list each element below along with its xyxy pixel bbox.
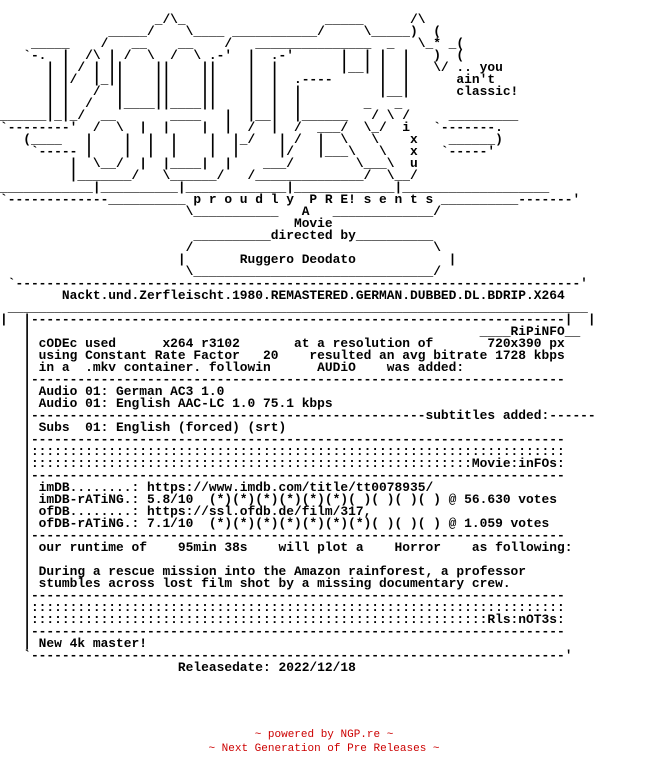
nfo-line: |--------------------------------------------------------------------- [0,588,565,603]
nfo-line: _____ / __ __ / _______________ _ \_* _( [0,36,465,51]
nfo-line: ___________________________________________________________________________ [0,300,588,315]
nfo-line: | ____RiPiNFO__ [0,324,581,339]
nfo-line: | using Constant Rate Factor 20 resulted an avg bitrate 1728 kbps [0,348,565,363]
nfo-line: | ofDB........: https://ssl.ofdb.de/film/317, [0,504,372,519]
nfo-line: | |/ |_|| || || | | .---- | | ain't [0,72,496,87]
nfo-line: (____ | | | | | |_/ | / | \ \ x ______) [0,132,503,147]
nfo-line: | | / | || || | | | |__| classic! [0,84,519,99]
footer-powered-by[interactable]: ~ powered by NGP.re ~ [254,729,394,741]
nfo-line: | stumbles across lost film shot by a missing documentary crew. [0,576,511,591]
nfo-line: Movie [0,216,333,231]
nfo-line: |---------------------------------------------------subtitles added:------ [0,408,596,423]
nfo-line: __________directed by__________ [0,228,434,243]
nfo-line: | |---------------------------------------------------------------------| | [0,312,596,327]
nfo-line: _/\_ _____ /\ [0,12,426,27]
nfo-line: | cODEc used x264 r3102 at a resolution of 720x390 px [0,336,565,351]
nfo-line: Nackt.und.Zerfleischt.1980.REMASTERED.GERMAN.DUBBED.DL.BDRIP.X264 [0,288,565,303]
nfo-line: | | / |____||____|| | | | _ _ [0,96,403,111]
nfo-line: | \__/ | |____| | ___/ \___\ u [0,156,418,171]
nfo-line: | in a .mkv container. followin AUDiO was added: [0,360,465,375]
nfo-line: |::::::::::::::::::::::::::::::::::::::::::::::::::::::::::::::::::::: [0,444,565,459]
nfo-line: |::::::::::::::::::::::::::::::::::::::::::::::::::::::::::::::::::::: [0,600,565,615]
nfo-line: | | / | || || || | | |__| | | \/ .. you [0,60,503,75]
nfo-line: |--------------------------------------------------------------------- [0,468,565,483]
nfo-line: | imDB........: https://www.imdb.com/title/tt0078935/ [0,480,434,495]
nfo-line: | Subs 01: English (forced) (srt) [0,420,287,435]
nfo-line: | imDB-rATiNG.: 5.8/10 (*)(*)(*)(*)(*)(*)( )( )( )( ) @ 56.630 votes [0,492,557,507]
nfo-line: |:::::::::::::::::::::::::::::::::::::::::::::::::::::::::::Rls:nOT3s: [0,612,565,627]
nfo-line: |--------------------------------------------------------------------- [0,624,565,639]
nfo-line: | [0,552,31,567]
nfo-line: ______|_|_/ __ ____ | |__| |______ / \ / _________ [0,108,519,123]
nfo-line: | Audio 01: German AC3 1.0 [0,384,225,399]
nfo-line: |--------------------------------------------------------------------- [0,432,565,447]
nfo-line: |_______/ \______/ /______________/ \__/ [0,168,418,183]
nfo-line: _____/ \____ ___________/ \_____) ( [0,24,441,39]
nfo-line: `-------------------------------------------------------------------------' [0,276,588,291]
nfo-line: |--------------------------------------------------------------------- [0,528,565,543]
nfo-line: / \ [0,240,441,255]
nfo-line: Releasedate: 2022/12/18 [0,660,356,675]
nfo-line: \___________ A _____________/ [0,204,441,219]
nfo-line: `-------------__________ p r o u d l y P R E! s e n t s __________-------' [0,192,581,207]
nfo-line: `----- | | | | | | |/ |___\ \ x `-----' [0,144,496,159]
nfo-line: `-. | /\ | / \ / \ .-' | .-' | | | | ) ( [0,48,465,63]
nfo-line: `--------' / \ | | | | / | / ___/ \_/ i `-------. [0,120,503,135]
nfo-line: |--------------------------------------------------------------------- [0,372,565,387]
nfo-line: ____________|__________|_____________|_____________|___________________ [0,180,550,195]
nfo-line: \_______________________________/ [0,264,441,279]
nfo-line: | Audio 01: English AAC-LC 1.0 75.1 kbps [0,396,333,411]
nfo-line: | New 4k master! [0,636,147,651]
nfo-line: | ofDB-rATiNG.: 7.1/10 (*)(*)(*)(*)(*)(*)(*)( )( )( ) @ 1.059 votes [0,516,550,531]
footer-tagline[interactable]: ~ Next Generation of Pre Releases ~ [208,743,440,755]
nfo-line: | During a rescue mission into the Amazon rainforest, a professor [0,564,527,579]
nfo-line: | Ruggero Deodato | [0,252,457,267]
nfo-line: `---------------------------------------------------------------------' [0,648,573,663]
nfo-line: | our runtime of 95min 38s will plot a Horror as following: [0,540,573,555]
nfo-line: |:::::::::::::::::::::::::::::::::::::::::::::::::::::::::Movie:inFOs: [0,456,565,471]
